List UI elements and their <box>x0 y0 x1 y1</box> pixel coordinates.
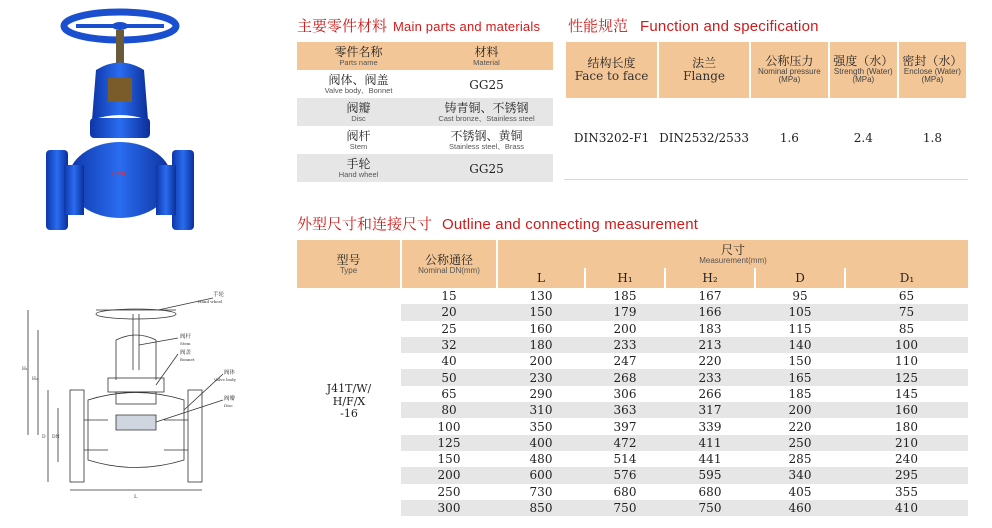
spec-section-title <box>568 15 819 36</box>
material-cell <box>420 98 553 126</box>
text-label: Stainless steel、Brass <box>448 141 525 151</box>
function-spec-table <box>564 42 968 178</box>
dims-value-cell: 150 <box>497 304 585 320</box>
spec-header-enclose <box>899 42 966 98</box>
dims-value-cell: 441 <box>665 451 755 467</box>
part-name-cell <box>297 70 420 98</box>
spec-value-strength: 2.4 <box>853 131 873 145</box>
dims-value-cell: 850 <box>497 500 585 516</box>
text-label: 公称通径 <box>424 252 473 267</box>
text-label: 阀瓣 <box>346 100 371 115</box>
dims-value-cell: 80 <box>401 402 497 418</box>
dims-value-cell: 125 <box>845 369 968 385</box>
drawing-dim-h1: H₁ <box>22 367 28 372</box>
drawing-label-body-cn: 阀体 <box>224 370 236 376</box>
dims-value-cell: 20 <box>401 304 497 320</box>
dims-value-cell: 363 <box>585 402 665 418</box>
dims-value-cell: 250 <box>755 435 845 451</box>
spec-value-flange: DIN2532/2533 <box>659 131 750 145</box>
text-label: 结构长度 <box>587 56 636 71</box>
drawing-label-handwheel-cn: 手轮 <box>213 292 225 298</box>
dims-value-cell: 340 <box>755 467 845 483</box>
dims-value-cell: 200 <box>401 467 497 483</box>
text-label: Material <box>473 57 500 67</box>
text-label: Hand wheel <box>338 169 379 179</box>
dims-col-h1: H₁ <box>585 268 665 288</box>
spec-header-strength <box>830 42 897 98</box>
drawing-label-handwheel-en: Hand wheel <box>198 299 223 304</box>
parts-materials-table <box>297 42 553 182</box>
dims-value-cell: 180 <box>497 337 585 353</box>
spec-header-flange <box>659 42 749 98</box>
drawing-dim-dn: DN <box>52 435 60 440</box>
material-cell <box>420 154 553 182</box>
dims-value-cell: 210 <box>845 435 968 451</box>
text-label: Strength (Water) <box>833 66 893 76</box>
drawing-dim-h2: H₂ <box>32 377 38 382</box>
dims-value-cell: 200 <box>755 402 845 418</box>
dims-value-cell: 306 <box>585 386 665 402</box>
dims-value-cell: 32 <box>401 337 497 353</box>
dims-value-cell: 680 <box>665 484 755 500</box>
text-label: GG25 <box>469 162 504 176</box>
dims-header-top <box>297 240 968 268</box>
dims-value-cell: 405 <box>755 484 845 500</box>
valve-technical-drawing <box>8 290 268 515</box>
dims-value-cell: 514 <box>585 451 665 467</box>
valve-product-photo <box>36 0 204 240</box>
text-label: Type <box>339 265 358 275</box>
dims-col-d: D <box>755 268 845 288</box>
dims-title-cn: 外型尺寸和连接尺寸 <box>297 215 433 233</box>
spec-values-row <box>566 98 966 178</box>
dims-value-cell: 75 <box>845 304 968 320</box>
text-label: Enclose (Water) <box>903 66 961 76</box>
dims-value-cell: 355 <box>845 484 968 500</box>
dims-value-cell: 166 <box>665 304 755 320</box>
text-label: 尺寸 <box>720 242 745 257</box>
dims-value-cell: 150 <box>755 353 845 369</box>
text-label: 零件名称 <box>334 44 383 59</box>
text-label: (MPa) <box>778 75 801 85</box>
dims-value-cell: 185 <box>755 386 845 402</box>
dims-value-cell: 145 <box>845 386 968 402</box>
text-label: Cast bronze、Stainless steel <box>438 113 535 123</box>
dims-value-cell: 576 <box>585 467 665 483</box>
dims-value-cell: 480 <box>497 451 585 467</box>
text-label: Parts name <box>339 57 378 67</box>
dims-value-cell: 410 <box>845 500 968 516</box>
dims-value-cell: 115 <box>755 321 845 337</box>
dims-value-cell: 200 <box>585 321 665 337</box>
dims-value-cell: 680 <box>585 484 665 500</box>
drawing-label-stem-en: Stem <box>180 341 191 346</box>
dims-value-cell: 750 <box>585 500 665 516</box>
drawing-dim-l: L <box>134 494 138 500</box>
parts-title-cn: 主要零件材料 <box>297 17 388 35</box>
dims-value-cell: 250 <box>401 484 497 500</box>
text-label: 法兰 <box>692 56 717 71</box>
drawing-label-disc-en: Disc <box>224 403 233 408</box>
dims-value-cell: 295 <box>845 467 968 483</box>
text-label: Stem <box>349 141 368 151</box>
text-label: GG25 <box>469 78 504 92</box>
dims-value-cell: 100 <box>845 337 968 353</box>
spec-header-nominal-pressure <box>751 42 828 98</box>
dims-value-cell: 600 <box>497 467 585 483</box>
dims-value-cell: 65 <box>845 288 968 304</box>
dims-value-cell: 160 <box>497 321 585 337</box>
parts-table-header <box>297 42 553 70</box>
text-label: -16 <box>340 407 358 421</box>
part-name-cell <box>297 126 420 154</box>
dims-value-cell: 130 <box>497 288 585 304</box>
dims-value-cell: 185 <box>585 288 665 304</box>
spec-value-nominal-pressure: 1.6 <box>779 131 799 145</box>
text-label: Nominal pressure <box>758 66 821 76</box>
dims-col-h2: H₂ <box>665 268 755 288</box>
dims-value-cell: 233 <box>585 337 665 353</box>
table-row <box>297 288 968 304</box>
dims-value-cell: 25 <box>401 321 497 337</box>
text-label: 阀杆 <box>346 128 371 143</box>
text-label: 密封（水） <box>902 54 963 69</box>
text-label: 公称压力 <box>765 54 814 69</box>
text-label: Flange <box>683 69 725 83</box>
dims-value-cell: 268 <box>585 369 665 385</box>
brand-mark: CYK <box>112 171 127 178</box>
dims-value-cell: 595 <box>665 467 755 483</box>
dimensions-table <box>297 240 968 516</box>
dims-header-type <box>297 240 401 288</box>
drawing-label-disc-cn: 阀瓣 <box>224 396 236 402</box>
spec-value-face-to-face: DIN3202-F1 <box>573 131 650 145</box>
parts-row <box>297 154 553 182</box>
dims-value-cell: 160 <box>845 402 968 418</box>
dims-title-en: Outline and connecting measurement <box>442 216 699 233</box>
dims-value-cell: 213 <box>665 337 755 353</box>
dims-value-cell: 397 <box>585 418 665 434</box>
dims-value-cell: 310 <box>497 402 585 418</box>
text-label: (MPa) <box>852 75 875 85</box>
header-material <box>420 42 553 70</box>
drawing-label-body-en: Valve body <box>214 377 236 382</box>
dims-col-l: L <box>497 268 585 288</box>
dims-value-cell: 65 <box>401 386 497 402</box>
dims-value-cell: 411 <box>665 435 755 451</box>
parts-section-title <box>297 15 540 36</box>
dims-value-cell: 266 <box>665 386 755 402</box>
dims-value-cell: 125 <box>401 435 497 451</box>
dims-value-cell: 180 <box>845 418 968 434</box>
dims-value-cell: 40 <box>401 353 497 369</box>
dims-value-cell: 247 <box>585 353 665 369</box>
dims-value-cell: 15 <box>401 288 497 304</box>
text-label: 材料 <box>474 44 499 59</box>
spec-divider <box>564 179 968 180</box>
material-cell <box>420 126 553 154</box>
dims-value-cell: 183 <box>665 321 755 337</box>
text-label: 铸青铜、不锈钢 <box>444 100 529 115</box>
dims-col-d1: D₁ <box>845 268 968 288</box>
dims-value-cell: 50 <box>401 369 497 385</box>
dims-value-cell: 220 <box>755 418 845 434</box>
drawing-dim-d: D <box>42 435 46 440</box>
dims-value-cell: 350 <box>497 418 585 434</box>
dims-section-title <box>297 213 698 234</box>
dims-value-cell: 165 <box>755 369 845 385</box>
text-label: (MPa) <box>921 75 944 85</box>
parts-row <box>297 70 553 98</box>
dims-value-cell: 730 <box>497 484 585 500</box>
spec-title-en: Function and specification <box>640 18 819 35</box>
spec-value-enclose: 1.8 <box>922 131 942 145</box>
spec-table-header <box>566 42 966 98</box>
dims-header-measurement <box>497 240 968 268</box>
dims-value-cell: 179 <box>585 304 665 320</box>
text-label: 型号 <box>336 252 361 267</box>
text-label: Disc <box>351 113 366 123</box>
drawing-label-bonnet-cn: 阀盖 <box>180 350 192 356</box>
dims-value-cell: 167 <box>665 288 755 304</box>
material-cell <box>420 70 553 98</box>
parts-row <box>297 126 553 154</box>
dims-value-cell: 460 <box>755 500 845 516</box>
dims-value-cell: 140 <box>755 337 845 353</box>
text-label: Valve body、Bonnet <box>324 85 393 95</box>
dims-value-cell: 100 <box>401 418 497 434</box>
text-label: J41T/W/ <box>326 382 372 396</box>
spec-title-cn: 性能规范 <box>568 17 629 35</box>
dims-value-cell: 230 <box>497 369 585 385</box>
text-label: 不锈钢、黄铜 <box>450 128 523 143</box>
header-parts-name <box>297 42 420 70</box>
dims-value-cell: 285 <box>755 451 845 467</box>
text-label: 手轮 <box>346 156 371 171</box>
dims-value-cell: 110 <box>845 353 968 369</box>
text-label: 阀体、阀盖 <box>328 72 389 87</box>
dims-value-cell: 85 <box>845 321 968 337</box>
dims-value-cell: 150 <box>401 451 497 467</box>
dims-value-cell: 105 <box>755 304 845 320</box>
dims-value-cell: 300 <box>401 500 497 516</box>
dims-value-cell: 400 <box>497 435 585 451</box>
dims-value-cell: 472 <box>585 435 665 451</box>
text-label: Measurement(mm) <box>699 255 767 265</box>
dims-value-cell: 200 <box>497 353 585 369</box>
drawing-label-stem-cn: 阀杆 <box>180 334 192 340</box>
text-label: H/F/X <box>332 394 366 408</box>
text-label: Nominal DN(mm) <box>418 265 480 275</box>
dims-model-cell <box>297 288 401 516</box>
spec-header-face-to-face <box>566 42 657 98</box>
dims-value-cell: 290 <box>497 386 585 402</box>
dims-value-cell: 317 <box>665 402 755 418</box>
parts-row <box>297 98 553 126</box>
dims-value-cell: 220 <box>665 353 755 369</box>
part-name-cell <box>297 98 420 126</box>
dims-value-cell: 233 <box>665 369 755 385</box>
dims-value-cell: 95 <box>755 288 845 304</box>
dims-value-cell: 240 <box>845 451 968 467</box>
text-label: Face to face <box>574 69 649 83</box>
dims-value-cell: 339 <box>665 418 755 434</box>
part-name-cell <box>297 154 420 182</box>
drawing-label-bonnet-en: Bonnet <box>180 357 195 362</box>
text-label: 强度（水） <box>833 54 894 69</box>
dims-value-cell: 750 <box>665 500 755 516</box>
dims-header-dn <box>401 240 497 288</box>
parts-title-en: Main parts and materials <box>393 19 541 34</box>
